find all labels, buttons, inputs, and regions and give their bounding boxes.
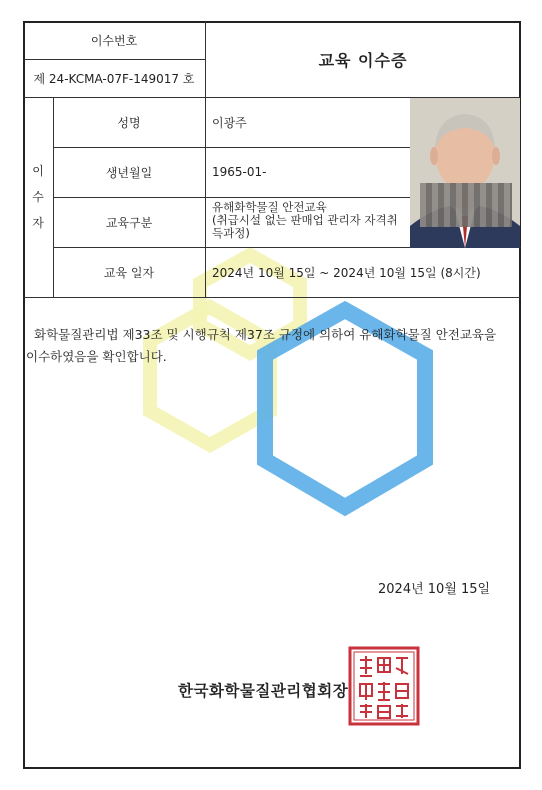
photo-mosaic-blur bbox=[420, 183, 512, 227]
birth-label: 생년월일 bbox=[105, 165, 153, 180]
course-value-line-2: (취급시설 없는 판매업 관리자 자격취 bbox=[212, 213, 398, 227]
recipient-photo bbox=[410, 98, 520, 248]
education-date-label: 교육 일자 bbox=[103, 265, 155, 280]
education-date-value: 2024년 10월 15일 ~ 2024년 10월 15일 (8시간) bbox=[212, 265, 481, 280]
issuer-name: 한국화학물질관리협회장 bbox=[178, 682, 349, 700]
side-label-char-3: 자 bbox=[32, 216, 44, 230]
page-title: 교육 이수증 bbox=[318, 50, 408, 70]
statement-text bbox=[26, 324, 510, 368]
course-value-line-1: 유해화학물질 안전교육 bbox=[212, 200, 327, 214]
official-seal-icon bbox=[348, 646, 420, 726]
course-value-line-3: 득과정) bbox=[212, 226, 250, 240]
birth-value: 1965-01- bbox=[212, 165, 267, 179]
cert-number-label: 이수번호 bbox=[90, 33, 138, 48]
side-label-char-1: 이 bbox=[32, 164, 44, 178]
course-label: 교육구분 bbox=[105, 215, 153, 230]
cert-number-value: 제 24-KCMA-07F-149017 호 bbox=[33, 71, 195, 86]
side-label-char-2: 수 bbox=[32, 190, 44, 204]
statement-line-2: 이수하였음을 확인합니다. bbox=[26, 349, 167, 364]
recipient-side-label bbox=[23, 97, 53, 297]
name-value: 이광주 bbox=[212, 115, 247, 130]
issue-date: 2024년 10월 15일 bbox=[378, 582, 491, 597]
course-value bbox=[212, 201, 410, 245]
statement-line-1: 화학물질관리법 제33조 및 시행규칙 제37조 규정에 의하여 유해화학물질 안전교육을 bbox=[34, 327, 497, 342]
name-label: 성명 bbox=[117, 115, 141, 130]
